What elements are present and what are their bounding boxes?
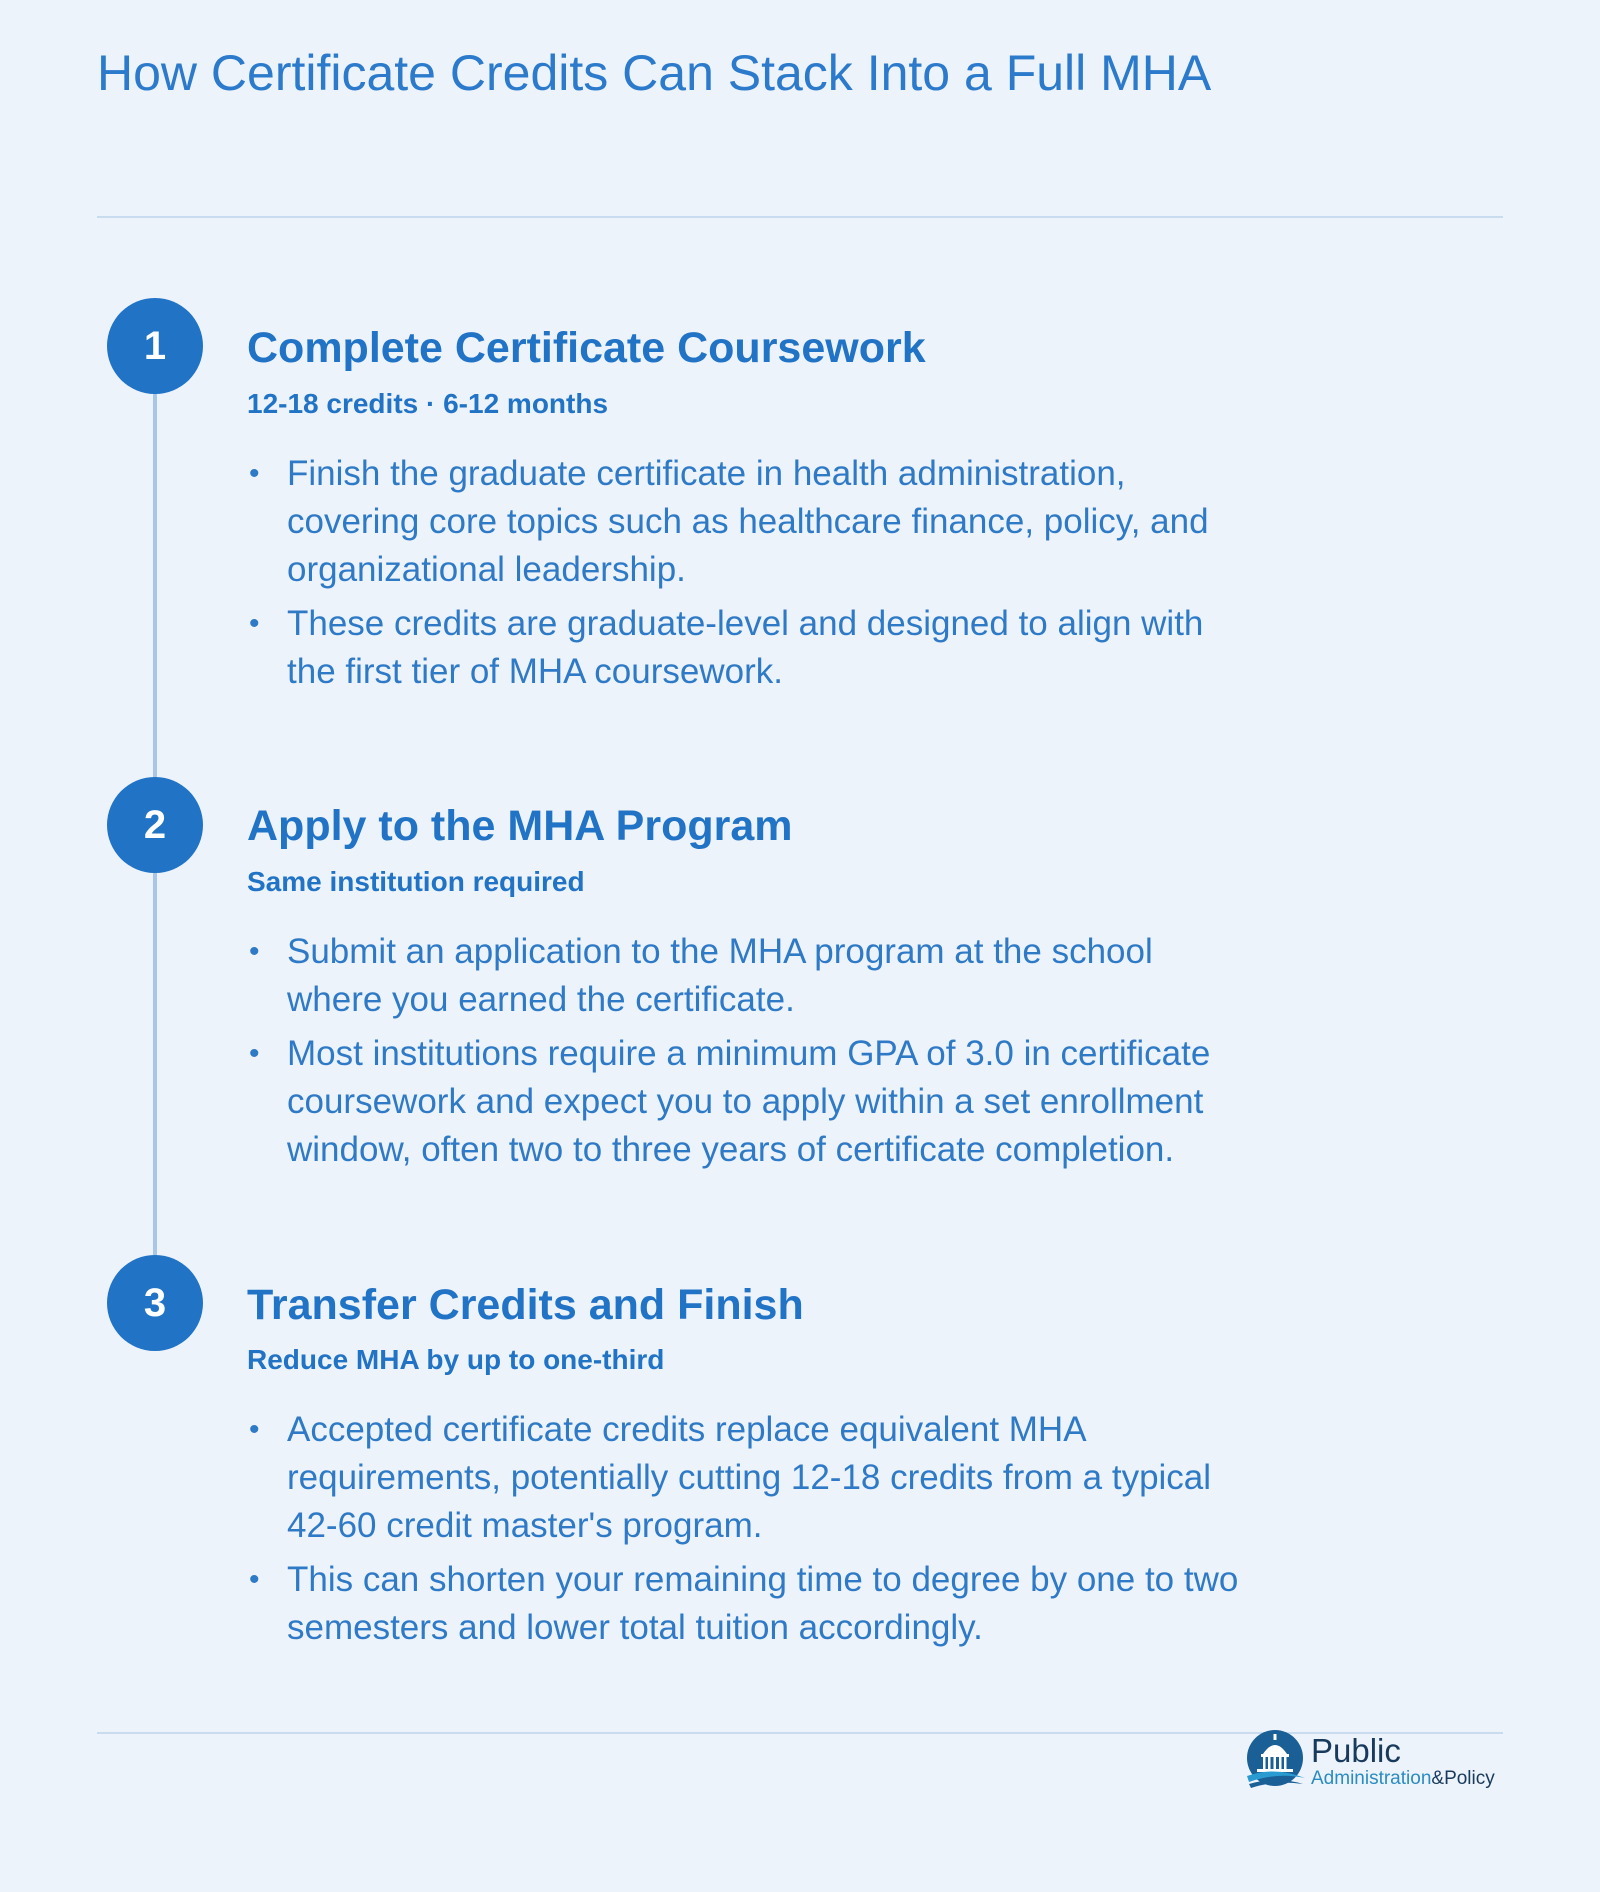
- list-item: • Finish the graduate certificate in health administration, covering core topics such as healthcare finance, policy, and organizational leadership.: [247, 450, 1247, 594]
- step-number-badge: 3: [107, 1255, 203, 1351]
- capitol-dome-icon: [1245, 1728, 1307, 1798]
- header-divider: [97, 216, 1503, 218]
- step-title: Transfer Credits and Finish: [247, 1281, 804, 1329]
- list-item: • Accepted certificate credits replace equivalent MHA requirements, potentially cutting 12-18 credits from a typical 42-60 credit master's program.: [247, 1406, 1247, 1550]
- bullet-icon: •: [249, 1563, 260, 1596]
- logo-wordmark-sub: Administration&Policy: [1311, 1768, 1495, 1789]
- bullet-icon: •: [249, 935, 260, 968]
- brand-logo: [1245, 1728, 1510, 1808]
- step-number-badge: 1: [107, 298, 203, 394]
- step-connector-1-2: [153, 390, 157, 778]
- bullet-icon: •: [249, 607, 260, 640]
- list-item: • Most institutions require a minimum GPA of 3.0 in certificate coursework and expect you to apply within a set enrollment window, often two to three years of certificate completion.: [247, 1030, 1247, 1174]
- bullet-icon: •: [249, 1413, 260, 1446]
- bullet-icon: •: [249, 1037, 260, 1070]
- step-title: Complete Certificate Coursework: [247, 324, 926, 372]
- step-subtitle: Same institution required: [247, 866, 585, 897]
- page-title: How Certificate Credits Can Stack Into a Full MHA: [97, 45, 1212, 101]
- step-bullet-list: [247, 928, 1247, 1180]
- step-title: Apply to the MHA Program: [247, 802, 793, 850]
- step-bullet-list: [247, 1406, 1247, 1658]
- step-connector-2-3: [153, 870, 157, 1260]
- logo-wordmark-public: Public: [1311, 1732, 1401, 1769]
- step-subtitle: Reduce MHA by up to one-third: [247, 1344, 665, 1375]
- list-item: • Submit an application to the MHA program at the school where you earned the certificate.: [247, 928, 1247, 1024]
- step-bullet-list: [247, 450, 1247, 702]
- bullet-icon: •: [249, 457, 260, 490]
- list-item: • These credits are graduate-level and designed to align with the first tier of MHA coursework.: [247, 600, 1247, 696]
- list-item: • This can shorten your remaining time to degree by one to two semesters and lower total tuition accordingly.: [247, 1556, 1247, 1652]
- step-subtitle: 12-18 credits · 6-12 months: [247, 388, 609, 419]
- step-number-badge: 2: [107, 777, 203, 873]
